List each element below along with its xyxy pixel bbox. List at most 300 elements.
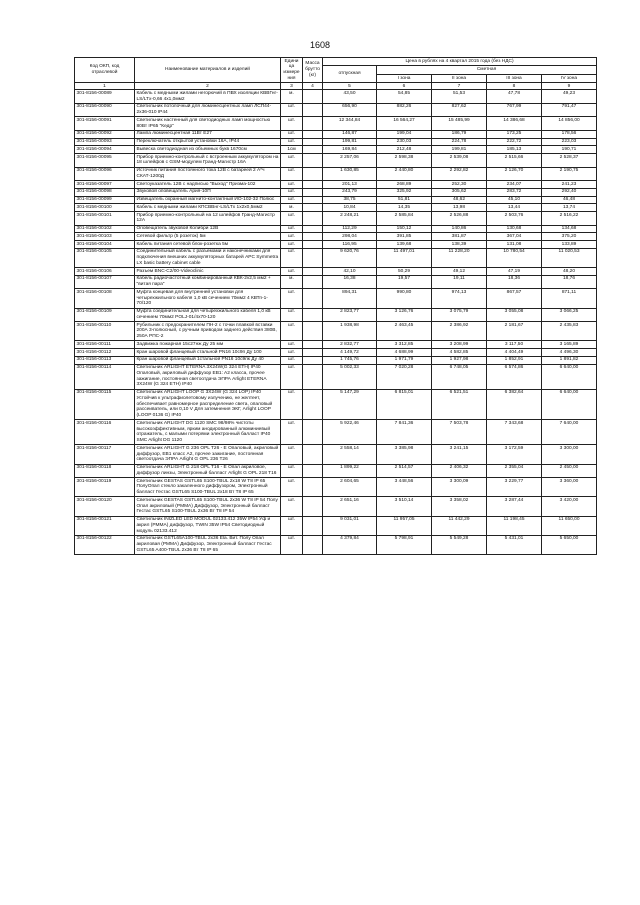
- price-table: [74, 57, 597, 555]
- release-price-cell: 169,84: [323, 146, 377, 154]
- zone-2-price-cell: 3 241,15: [432, 445, 487, 464]
- zone-4-price-cell: 46,48: [542, 196, 597, 204]
- zone-3-price-cell: 6 574,86: [487, 364, 542, 389]
- item-unit-cell: шт.: [281, 225, 303, 233]
- item-code-cell: 301-8156-00114: [75, 364, 135, 389]
- item-weight-cell: [303, 225, 323, 233]
- table-row: [75, 420, 597, 445]
- zone-1-price-cell: 11 957,05: [377, 516, 432, 535]
- item-weight-cell: [303, 356, 323, 364]
- item-code-cell: 301-8156-00096: [75, 167, 135, 181]
- table-row: [75, 275, 597, 289]
- item-unit-cell: шт.: [281, 154, 303, 168]
- release-price-cell: 12 344,84: [323, 117, 377, 131]
- table-row: [75, 188, 597, 196]
- zone-4-price-cell: 2 528,37: [542, 154, 597, 168]
- zone-2-price-cell: 51,53: [432, 90, 487, 104]
- zone-1-price-cell: 391,85: [377, 233, 432, 241]
- zone-1-price-cell: 2 598,38: [377, 154, 432, 168]
- item-name-cell: Оповещатель звуковой Колибри 12В: [135, 225, 281, 233]
- table-row: [75, 167, 597, 181]
- item-name-cell: Звуковой оповещатель Ария-10П: [135, 188, 281, 196]
- zone-3-price-cell: 3 229,77: [487, 478, 542, 497]
- zone-2-price-cell: 6 521,51: [432, 389, 487, 420]
- item-unit-cell: шт.: [281, 364, 303, 389]
- zone-3-price-cell: 5 431,01: [487, 535, 542, 554]
- item-weight-cell: [303, 322, 323, 341]
- release-price-cell: 2 651,16: [323, 497, 377, 516]
- zone-4-price-cell: 871,11: [542, 289, 597, 308]
- table-row: [75, 322, 597, 341]
- zone-2-price-cell: 5 549,28: [432, 535, 487, 554]
- zone-2-price-cell: 381,87: [432, 233, 487, 241]
- item-weight-cell: [303, 268, 323, 276]
- zone-4-price-cell: 292,40: [542, 188, 597, 196]
- item-code-cell: 301-8156-00110: [75, 322, 135, 341]
- item-weight-cell: [303, 103, 323, 117]
- header-zone-1: I зона: [377, 75, 432, 83]
- zone-3-price-cell: 3 172,59: [487, 445, 542, 464]
- item-name-cell: Сетевой фильтр (5 розеток) 5м: [135, 233, 281, 241]
- zone-2-price-cell: 1 927,98: [432, 356, 487, 364]
- release-price-cell: 1 630,85: [323, 167, 377, 181]
- zone-1-price-cell: 14,35: [377, 204, 432, 212]
- release-price-cell: 201,13: [323, 181, 377, 189]
- zone-3-price-cell: 1 852,91: [487, 356, 542, 364]
- zone-2-price-cell: 827,62: [432, 103, 487, 117]
- release-price-cell: 38,75: [323, 196, 377, 204]
- header-zone-2: II зона: [432, 75, 487, 83]
- zone-3-price-cell: 3 117,50: [487, 341, 542, 349]
- table-row: [75, 516, 597, 535]
- zone-3-price-cell: 10 780,54: [487, 248, 542, 267]
- item-name-cell: Светильник настенный для светодиодных ламп мощностью 80Вт IP65 "Кедр": [135, 117, 281, 131]
- item-unit-cell: шт.: [281, 188, 303, 196]
- zone-2-price-cell: 974,13: [432, 289, 487, 308]
- zone-2-price-cell: 3 300,09: [432, 478, 487, 497]
- zone-1-price-cell: 7 841,36: [377, 420, 432, 445]
- zone-3-price-cell: 2 515,66: [487, 154, 542, 168]
- zone-3-price-cell: 130,68: [487, 225, 542, 233]
- zone-3-price-cell: 7 343,68: [487, 420, 542, 445]
- item-unit-cell: 1см: [281, 146, 303, 154]
- zone-2-price-cell: 140,86: [432, 225, 487, 233]
- item-weight-cell: [303, 154, 323, 168]
- item-name-cell: Соединительный кабель с разъемами и наконечниками для подключения внешних аккумуляторных батарей APC Symmetra LX basic battery cabinet cable: [135, 248, 281, 267]
- item-code-cell: 301-8156-00112: [75, 349, 135, 357]
- zone-4-price-cell: 3 420,00: [542, 497, 597, 516]
- item-unit-cell: шт.: [281, 241, 303, 249]
- header-weight: Масса брутто (кг): [303, 58, 323, 83]
- item-weight-cell: [303, 196, 323, 204]
- header-zone-4: IV зона: [542, 75, 597, 83]
- table-row: [75, 146, 597, 154]
- zone-3-price-cell: 13,44: [487, 204, 542, 212]
- item-unit-cell: шт.: [281, 130, 303, 138]
- item-name-cell: Светильник ARLIGHT DG 1120 SMC 98/98% чистоты высокоэффективным, ярким анодированный алюминиевый отражатель, с малыми потерями электронный балласт IP40 SMC Arlight DG 1120: [135, 420, 281, 445]
- zone-2-price-cell: 49,12: [432, 268, 487, 276]
- item-name-cell: Светоуказатель 12В с надписью "Выход" Призма-102: [135, 181, 281, 189]
- item-code-cell: 301-8156-00120: [75, 497, 135, 516]
- item-code-cell: 301-8156-00118: [75, 464, 135, 478]
- zone-4-price-cell: 2 190,75: [542, 167, 597, 181]
- column-index: 4: [303, 83, 323, 90]
- column-index: 1: [75, 83, 135, 90]
- item-name-cell: Источник питания постоянного тока 12В с батареей 2 А*ч СКАТ-1200Д: [135, 167, 281, 181]
- zone-4-price-cell: 241,23: [542, 181, 597, 189]
- column-index: 9: [542, 83, 597, 90]
- zone-1-price-cell: 1 971,79: [377, 356, 432, 364]
- header-code: Код ОКП, код отраслевой: [75, 58, 135, 83]
- table-row: [75, 196, 597, 204]
- zone-3-price-cell: 14 386,68: [487, 117, 542, 131]
- column-index: 7: [432, 83, 487, 90]
- column-index: 6: [377, 83, 432, 90]
- zone-1-price-cell: 2 463,45: [377, 322, 432, 341]
- item-name-cell: Задвижка пожарная 15с27нж Ду 25 мм: [135, 341, 281, 349]
- item-unit-cell: шт.: [281, 308, 303, 322]
- item-weight-cell: [303, 349, 323, 357]
- zone-2-price-cell: 199,81: [432, 146, 487, 154]
- item-weight-cell: [303, 341, 323, 349]
- release-price-cell: 2 558,14: [323, 445, 377, 464]
- zone-4-price-cell: 13,74: [542, 204, 597, 212]
- item-code-cell: 301-8156-00089: [75, 90, 135, 104]
- item-code-cell: 301-8156-00104: [75, 241, 135, 249]
- zone-4-price-cell: 48,20: [542, 268, 597, 276]
- zone-4-price-cell: 11 020,53: [542, 248, 597, 267]
- zone-1-price-cell: 150,12: [377, 225, 432, 233]
- item-unit-cell: шт.: [281, 138, 303, 146]
- zone-4-price-cell: 3 300,00: [542, 445, 597, 464]
- zone-1-price-cell: 3 448,56: [377, 478, 432, 497]
- zone-2-price-cell: 19,11: [432, 275, 487, 289]
- item-code-cell: 301-8156-00095: [75, 154, 135, 168]
- item-weight-cell: [303, 308, 323, 322]
- item-name-cell: Прибор приемно-контрольный на 12 шлейфов Гранд-Магистр 12А: [135, 212, 281, 226]
- zone-3-price-cell: 4 404,49: [487, 349, 542, 357]
- column-index: 2: [135, 83, 281, 90]
- item-name-cell: Извещатель охранный магнито-контактный ИО-102-32 Полюс: [135, 196, 281, 204]
- item-unit-cell: шт.: [281, 196, 303, 204]
- zone-3-price-cell: 2 503,76: [487, 212, 542, 226]
- item-weight-cell: [303, 181, 323, 189]
- column-index: 5: [323, 83, 377, 90]
- zone-2-price-cell: 305,62: [432, 188, 487, 196]
- item-unit-cell: шт.: [281, 516, 303, 535]
- release-price-cell: 116,95: [323, 241, 377, 249]
- header-release-price: отпускная: [323, 65, 377, 82]
- item-name-cell: Светильник потолочный для люминесцентных ламп ЛСП44-2х36-010 IP44: [135, 103, 281, 117]
- item-unit-cell: шт.: [281, 117, 303, 131]
- table-row: [75, 103, 597, 117]
- release-price-cell: 243,79: [323, 188, 377, 196]
- zone-1-price-cell: 54,85: [377, 90, 432, 104]
- item-code-cell: 301-8156-00090: [75, 103, 135, 117]
- item-code-cell: 301-8156-00108: [75, 289, 135, 308]
- zone-1-price-cell: 268,89: [377, 181, 432, 189]
- item-name-cell: Светильник INIZLED LED MODUL 02133.412 35W IP54 Уф и акрил (PMMA) диффузор, TWIN 35W IP54 Светодиодный модуль 02133.412: [135, 516, 281, 535]
- zone-2-price-cell: 15 485,99: [432, 117, 487, 131]
- zone-4-price-cell: 49,23: [542, 90, 597, 104]
- table-row: [75, 130, 597, 138]
- zone-4-price-cell: 18,76: [542, 275, 597, 289]
- table-row: [75, 233, 597, 241]
- zone-2-price-cell: 13,98: [432, 204, 487, 212]
- zone-3-price-cell: 222,72: [487, 138, 542, 146]
- zone-1-price-cell: 2 440,80: [377, 167, 432, 181]
- item-name-cell: Светильник GSTL65A100-TBUL 2x36 Ela. Вит. Полу Опал акриловая (PMMA) Диффузор, Электронный балласт Гестас GSTL65 A400-TBUL 2x36 Вт T8 IP 65: [135, 535, 281, 554]
- zone-1-price-cell: 3 312,85: [377, 341, 432, 349]
- item-unit-cell: шт.: [281, 349, 303, 357]
- zone-1-price-cell: 139,68: [377, 241, 432, 249]
- zone-3-price-cell: 2 181,67: [487, 322, 542, 341]
- item-weight-cell: [303, 445, 323, 464]
- item-name-cell: Кран шаровой фланцевый 1стальной PN16 10с9пк Ду 40: [135, 356, 281, 364]
- release-price-cell: 10,84: [323, 204, 377, 212]
- item-unit-cell: шт.: [281, 103, 303, 117]
- zone-4-price-cell: 1 891,82: [542, 356, 597, 364]
- table-row: [75, 497, 597, 516]
- item-code-cell: 301-8156-00091: [75, 117, 135, 131]
- item-name-cell: Переключатель открытой установки 16А, IP44: [135, 138, 281, 146]
- zone-3-price-cell: 45,10: [487, 196, 542, 204]
- zone-2-price-cell: 2 539,08: [432, 154, 487, 168]
- item-unit-cell: м.: [281, 90, 303, 104]
- item-code-cell: 301-8156-00103: [75, 233, 135, 241]
- item-weight-cell: [303, 233, 323, 241]
- zone-3-price-cell: 18,36: [487, 275, 542, 289]
- zone-4-price-cell: 3 066,25: [542, 308, 597, 322]
- zone-2-price-cell: 224,78: [432, 138, 487, 146]
- zone-4-price-cell: 2 450,00: [542, 464, 597, 478]
- release-price-cell: 298,04: [323, 233, 377, 241]
- item-code-cell: 301-8156-00107: [75, 275, 135, 289]
- zone-1-price-cell: 50,29: [377, 268, 432, 276]
- table-row: [75, 138, 597, 146]
- release-price-cell: 5 922,46: [323, 420, 377, 445]
- item-name-cell: Кабель питания сетевой блок-розетка 5м: [135, 241, 281, 249]
- zone-1-price-cell: 19,57: [377, 275, 432, 289]
- zone-2-price-cell: 252,30: [432, 181, 487, 189]
- item-name-cell: Светильник ARLIGHT G 236 OPL T26 - E Опаловый, акриловый диффузор, EB1 класс А2, прочее зажигание, постоянная светоотдача ЭПРА Arlight G OPL 236 T26: [135, 445, 281, 464]
- table-row: [75, 535, 597, 554]
- zone-1-price-cell: 199,04: [377, 130, 432, 138]
- page-number: 1608: [309, 40, 331, 50]
- zone-1-price-cell: 4 688,99: [377, 349, 432, 357]
- zone-4-price-cell: 4 496,30: [542, 349, 597, 357]
- zone-3-price-cell: 6 382,64: [487, 389, 542, 420]
- zone-2-price-cell: 7 503,78: [432, 420, 487, 445]
- item-code-cell: 301-8156-00099: [75, 196, 135, 204]
- header-estimate-price: Сметная: [377, 65, 597, 75]
- item-weight-cell: [303, 188, 323, 196]
- zone-1-price-cell: 6 815,01: [377, 389, 432, 420]
- zone-2-price-cell: 6 748,05: [432, 364, 487, 389]
- item-unit-cell: шт.: [281, 212, 303, 226]
- item-name-cell: Светильник ARLIGHT G 218 OPL T16 - E Опал акриловое, диффузор линзы, Электронный балласт Arlight G OPL 218 T16: [135, 464, 281, 478]
- release-price-cell: 43,50: [323, 90, 377, 104]
- item-unit-cell: шт.: [281, 181, 303, 189]
- item-unit-cell: шт.: [281, 248, 303, 267]
- zone-4-price-cell: 6 640,00: [542, 364, 597, 389]
- zone-3-price-cell: 3 055,08: [487, 308, 542, 322]
- release-price-cell: 2 604,65: [323, 478, 377, 497]
- item-weight-cell: [303, 138, 323, 146]
- zone-1-price-cell: 3 510,14: [377, 497, 432, 516]
- item-unit-cell: шт.: [281, 167, 303, 181]
- release-price-cell: 112,29: [323, 225, 377, 233]
- item-code-cell: 301-8156-00094: [75, 146, 135, 154]
- zone-1-price-cell: 230,03: [377, 138, 432, 146]
- zone-4-price-cell: 134,68: [542, 225, 597, 233]
- item-code-cell: 301-8156-00100: [75, 204, 135, 212]
- item-name-cell: Муфта концевая для внутренней установки для четырехжильного кабеля 1,0 кВ сечением 70мм2 4 КВТп-1-70/120: [135, 289, 281, 308]
- item-code-cell: 301-8156-00111: [75, 341, 135, 349]
- item-weight-cell: [303, 535, 323, 554]
- zone-3-price-cell: 234,07: [487, 181, 542, 189]
- item-code-cell: 301-8156-00092: [75, 130, 135, 138]
- zone-3-price-cell: 47,78: [487, 90, 542, 104]
- item-code-cell: 301-8156-00113: [75, 356, 135, 364]
- item-code-cell: 301-8156-00105: [75, 248, 135, 267]
- release-price-cell: 199,81: [323, 138, 377, 146]
- zone-4-price-cell: 5 650,00: [542, 535, 597, 554]
- item-name-cell: Светильник ARLIGHT ETERNA 3X24W(G 324 ETH) IP40 Опаловый, акриловый диффузор EB1: A2 класса, прочее зажигание, постоянная светоотдача ЭПРА Arlight ETERNA 3X24W (G 324 ETH) IP40: [135, 364, 281, 389]
- zone-1-price-cell: 2 585,84: [377, 212, 432, 226]
- item-weight-cell: [303, 275, 323, 289]
- item-code-cell: 301-8156-00122: [75, 535, 135, 554]
- item-unit-cell: м.: [281, 204, 303, 212]
- item-weight-cell: [303, 146, 323, 154]
- item-weight-cell: [303, 364, 323, 389]
- zone-4-price-cell: 2 516,22: [542, 212, 597, 226]
- zone-4-price-cell: 178,56: [542, 130, 597, 138]
- item-code-cell: 301-8156-00106: [75, 268, 135, 276]
- item-unit-cell: шт.: [281, 289, 303, 308]
- item-unit-cell: шт.: [281, 356, 303, 364]
- zone-1-price-cell: 16 564,27: [377, 117, 432, 131]
- table-row: [75, 241, 597, 249]
- item-weight-cell: [303, 420, 323, 445]
- release-price-cell: 2 257,06: [323, 154, 377, 168]
- table-row: [75, 268, 597, 276]
- zone-4-price-cell: 133,89: [542, 241, 597, 249]
- release-price-cell: 2 823,77: [323, 308, 377, 322]
- table-row: [75, 225, 597, 233]
- item-unit-cell: шт.: [281, 497, 303, 516]
- item-unit-cell: шт.: [281, 389, 303, 420]
- release-price-cell: 16,38: [323, 275, 377, 289]
- release-price-cell: 2 832,77: [323, 341, 377, 349]
- zone-3-price-cell: 283,72: [487, 188, 542, 196]
- zone-2-price-cell: 3 358,02: [432, 497, 487, 516]
- column-index: 3: [281, 83, 303, 90]
- zone-1-price-cell: 7 020,28: [377, 364, 432, 389]
- item-unit-cell: м.: [281, 275, 303, 289]
- zone-2-price-cell: 11 442,29: [432, 516, 487, 535]
- zone-3-price-cell: 131,08: [487, 241, 542, 249]
- item-code-cell: 301-8156-00119: [75, 478, 135, 497]
- zone-4-price-cell: 791,47: [542, 103, 597, 117]
- zone-1-price-cell: 5 798,91: [377, 535, 432, 554]
- item-weight-cell: [303, 389, 323, 420]
- zone-4-price-cell: 223,03: [542, 138, 597, 146]
- release-price-cell: 5 002,33: [323, 364, 377, 389]
- release-price-cell: 9 031,01: [323, 516, 377, 535]
- item-weight-cell: [303, 204, 323, 212]
- zone-2-price-cell: 2 292,82: [432, 167, 487, 181]
- zone-1-price-cell: 3 126,76: [377, 308, 432, 322]
- zone-2-price-cell: 11 228,20: [432, 248, 487, 267]
- zone-3-price-cell: 173,25: [487, 130, 542, 138]
- zone-2-price-cell: 2 406,32: [432, 464, 487, 478]
- header-unit: Едини ца измере ния: [281, 58, 303, 83]
- table-row: [75, 90, 597, 104]
- table-row: [75, 204, 597, 212]
- release-price-cell: 4 149,72: [323, 349, 377, 357]
- item-name-cell: Кабель с медными жилами негорючий в ПВХ изоляции КВВГнг-LS/LTx-0,66 4х1,0мм2: [135, 90, 281, 104]
- zone-3-price-cell: 2 355,04: [487, 464, 542, 478]
- item-name-cell: Лампа люминесцентная 11Вт E27: [135, 130, 281, 138]
- zone-4-price-cell: 190,71: [542, 146, 597, 154]
- item-weight-cell: [303, 241, 323, 249]
- column-index: 8: [487, 83, 542, 90]
- zone-4-price-cell: 7 640,00: [542, 420, 597, 445]
- release-price-cell: 9 620,76: [323, 248, 377, 267]
- table-row: [75, 349, 597, 357]
- column-index-row: [75, 83, 597, 90]
- item-code-cell: 301-8156-00102: [75, 225, 135, 233]
- release-price-cell: 894,31: [323, 289, 377, 308]
- release-price-cell: 146,87: [323, 130, 377, 138]
- release-price-cell: 1 745,76: [323, 356, 377, 364]
- item-weight-cell: [303, 464, 323, 478]
- table-row: [75, 389, 597, 420]
- item-code-cell: 301-8156-00115: [75, 389, 135, 420]
- item-weight-cell: [303, 289, 323, 308]
- zone-1-price-cell: 882,26: [377, 103, 432, 117]
- item-code-cell: 301-8156-00116: [75, 420, 135, 445]
- header-name: Наименование материалов и изделий: [135, 58, 281, 83]
- item-unit-cell: шт.: [281, 233, 303, 241]
- item-weight-cell: [303, 516, 323, 535]
- item-code-cell: 301-8156-00101: [75, 212, 135, 226]
- item-code-cell: 301-8156-00097: [75, 181, 135, 189]
- item-name-cell: Муфта соединительная для четырехжильного кабеля 1,0 кВ сечением 70мм2 POLJ-01/4х70-120: [135, 308, 281, 322]
- zone-2-price-cell: 4 582,85: [432, 349, 487, 357]
- item-name-cell: Светильник GESTAS GSTL65 S100-TBUL 2x36 W T8 IP 54 Полу Опал акриловый (PMMA) Диффузор, Электронный балласт Гестас GSTL65 S100-TBUL 2x36 Вт T8 IP 54: [135, 497, 281, 516]
- item-weight-cell: [303, 212, 323, 226]
- zone-4-price-cell: 2 435,83: [542, 322, 597, 341]
- zone-1-price-cell: 11 497,01: [377, 248, 432, 267]
- item-code-cell: 301-8156-00121: [75, 516, 135, 535]
- item-name-cell: Кабель с медными жилами КПСВВнг-LS/LTx 1х2х0,5мм2: [135, 204, 281, 212]
- item-name-cell: Разъем BNC-C2/00-Videoclinic: [135, 268, 281, 276]
- item-weight-cell: [303, 167, 323, 181]
- zone-3-price-cell: 2 126,70: [487, 167, 542, 181]
- item-unit-cell: шт.: [281, 445, 303, 464]
- item-name-cell: Кран шаровой фланцевый стальной PN16 10с9п Ду 100: [135, 349, 281, 357]
- zone-3-price-cell: 185,13: [487, 146, 542, 154]
- table-row: [75, 117, 597, 131]
- zone-1-price-cell: 990,80: [377, 289, 432, 308]
- zone-1-price-cell: 3 385,98: [377, 445, 432, 464]
- item-name-cell: Прибор приемно-контрольный с встроенным аккумулятором на 18 шлейфов с GSM-модулем Гранд-Магистр 16А: [135, 154, 281, 168]
- item-weight-cell: [303, 478, 323, 497]
- zone-2-price-cell: 2 386,92: [432, 322, 487, 341]
- table-row: [75, 308, 597, 322]
